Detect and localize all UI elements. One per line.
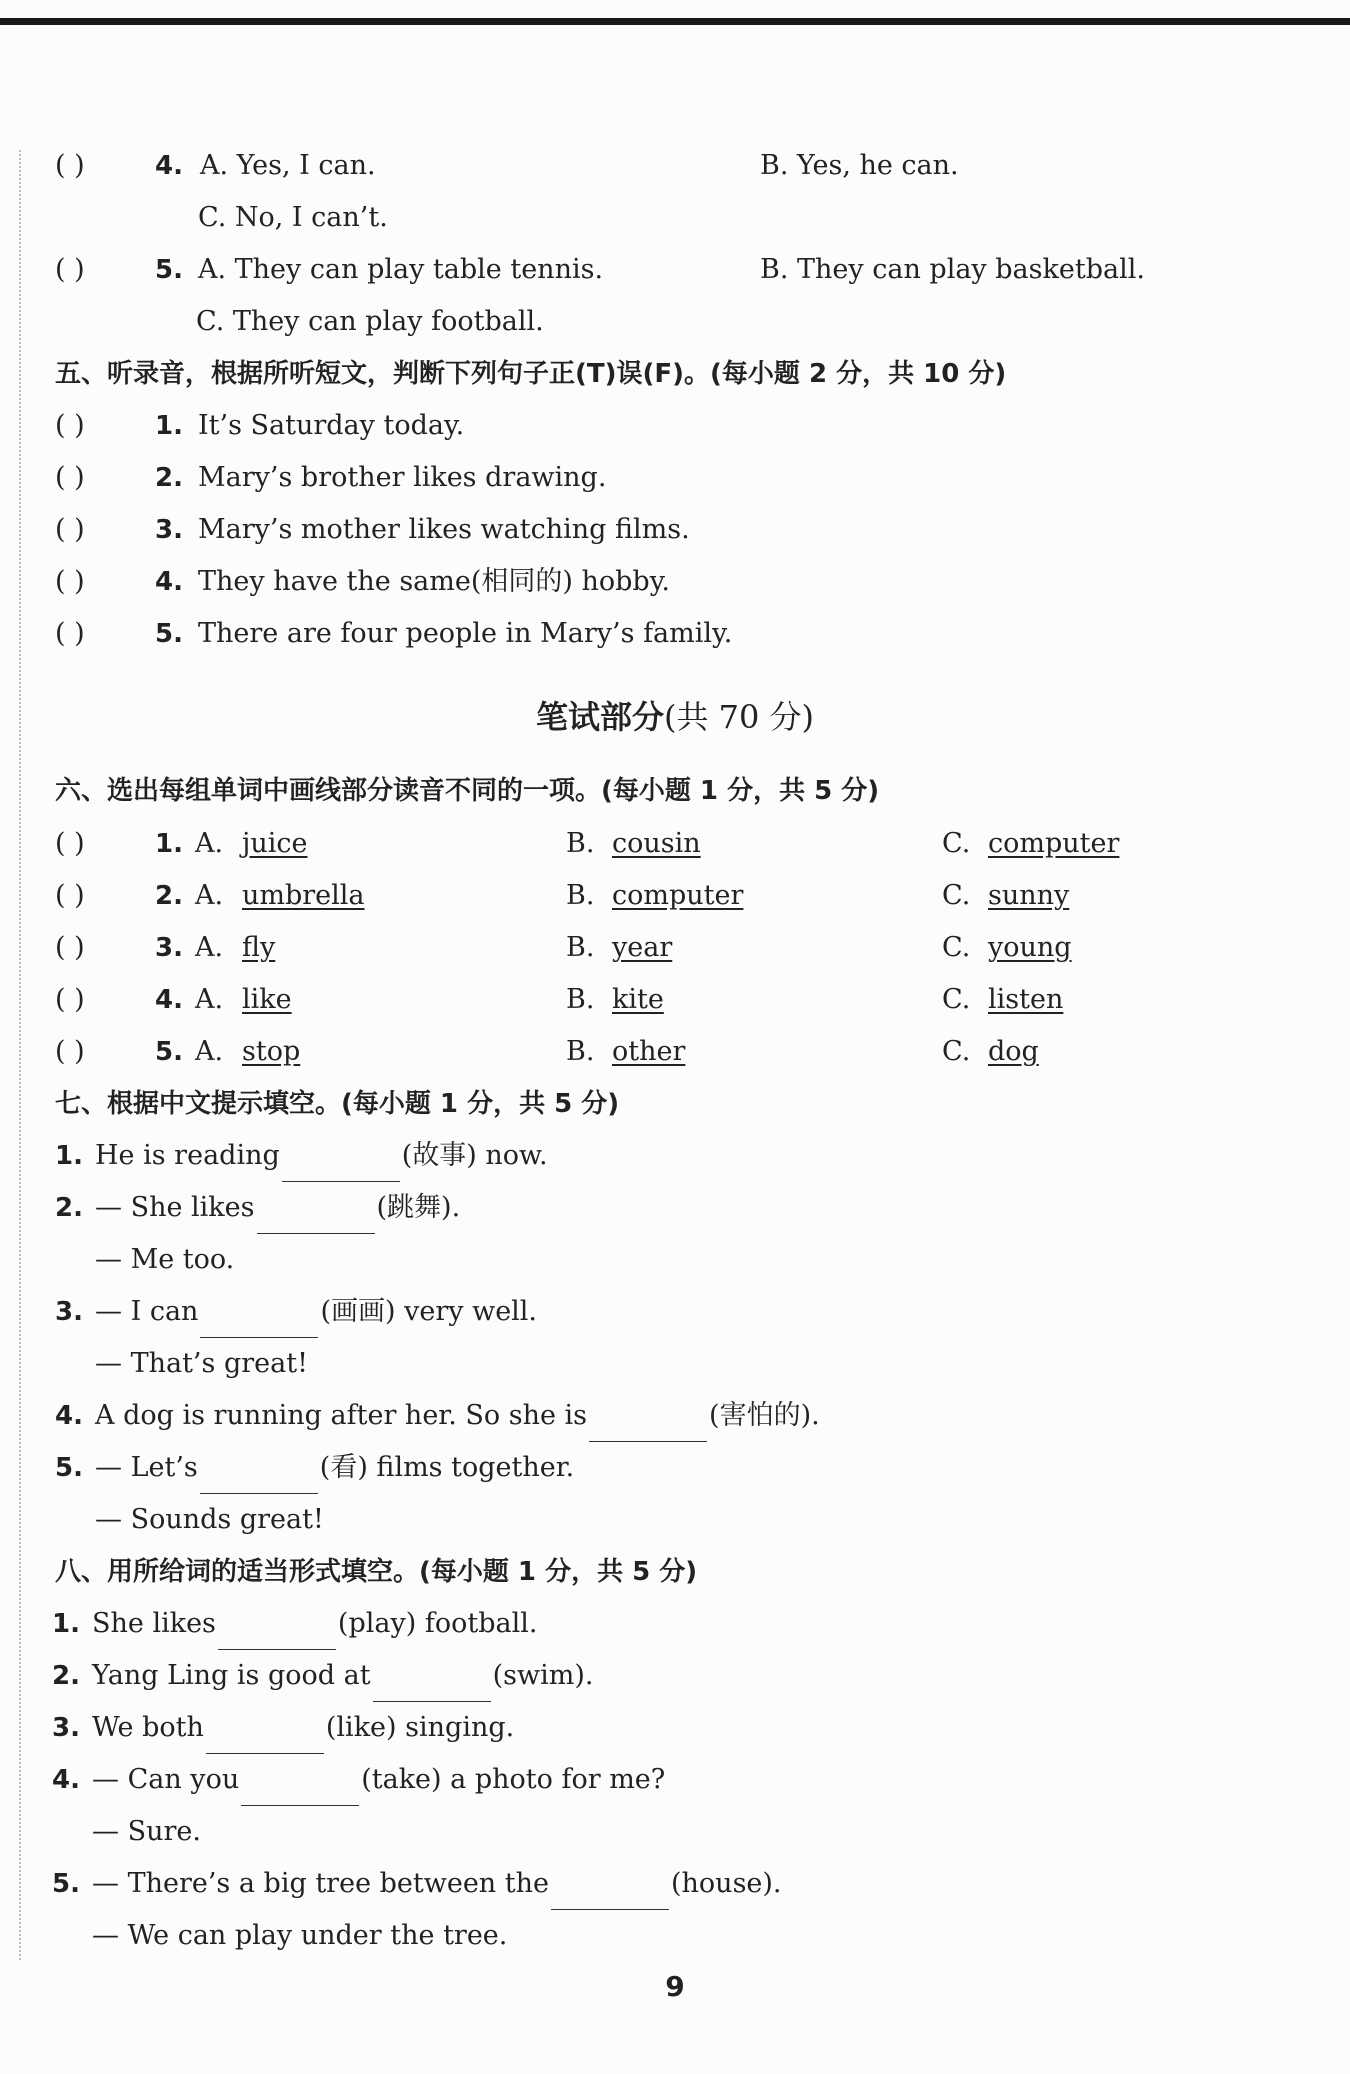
page-number: 9	[665, 1970, 685, 2003]
question-row	[0, 1754, 1350, 1806]
answer-paren[interactable]: ( )	[55, 618, 85, 649]
answer-paren[interactable]: ( )	[55, 410, 85, 441]
option-word-c: young	[988, 932, 1072, 963]
answer-paren[interactable]: ( )	[55, 462, 85, 493]
question-row	[0, 1390, 1350, 1442]
question-row	[0, 870, 1350, 922]
question-stem	[92, 1598, 537, 1650]
stem-before: — Let’s	[95, 1452, 198, 1483]
option-word-b: year	[612, 932, 673, 963]
question-number: 5.	[155, 1037, 183, 1067]
question-row	[0, 556, 1350, 608]
dialogue-reply: — Sounds great!	[95, 1504, 324, 1535]
option-label-c: C.	[942, 828, 971, 859]
answer-paren[interactable]: ( )	[55, 984, 85, 1015]
question-number: 4.	[155, 151, 183, 181]
option-word-a: stop	[242, 1036, 301, 1067]
question-number: 3.	[52, 1713, 80, 1743]
stem-after: (house).	[671, 1868, 782, 1899]
option-b: B. They can play basketball.	[760, 254, 1145, 285]
option-word-c: dog	[988, 1036, 1039, 1067]
question-number: 4.	[52, 1765, 80, 1795]
answer-paren[interactable]: ( )	[55, 514, 85, 545]
question-stem	[92, 1702, 514, 1754]
option-a: A. Yes, I can.	[200, 150, 376, 181]
statement-text: There are four people in Mary’s family.	[198, 618, 733, 649]
question-stem	[92, 1858, 782, 1910]
option-word-a: umbrella	[242, 880, 365, 911]
option-word-a: fly	[242, 932, 276, 963]
stem-before: — There’s a big tree between the	[92, 1868, 549, 1899]
stem-after: (跳舞).	[376, 1192, 461, 1223]
option-label-c: C.	[942, 932, 971, 963]
question-stem	[95, 1442, 574, 1494]
question-number: 2.	[52, 1661, 80, 1691]
question-row	[0, 1026, 1350, 1078]
option-word-b: kite	[612, 984, 664, 1015]
question-number: 3.	[155, 515, 183, 545]
fill-blank[interactable]	[200, 1463, 318, 1494]
stem-after: (like) singing.	[325, 1712, 515, 1743]
question-row	[0, 818, 1350, 870]
option-label-a: A.	[195, 880, 224, 911]
question-number: 2.	[55, 1193, 83, 1223]
section-title: 六、选出每组单词中画线部分读音不同的一项。(每小题 1 分，共 5 分)	[55, 776, 880, 806]
section-title: 五、听录音，根据所听短文，判断下列句子正(T)误(F)。(每小题 2 分，共 10 分)	[55, 359, 1007, 389]
statement-text: Mary’s mother likes watching films.	[198, 514, 690, 545]
statement-text: They have the same(相同的) hobby.	[198, 566, 670, 597]
question-stem	[95, 1182, 460, 1234]
question-row	[0, 244, 1350, 296]
question-row	[0, 1806, 1350, 1858]
option-b: B. Yes, he can.	[760, 150, 959, 181]
fill-blank[interactable]	[282, 1151, 400, 1182]
answer-paren[interactable]: ( )	[55, 1036, 85, 1067]
option-word-a: like	[242, 984, 292, 1015]
stem-after: (害怕的).	[709, 1400, 820, 1431]
question-number: 1.	[155, 411, 183, 441]
option-label-a: A.	[195, 1036, 224, 1067]
question-stem	[95, 1130, 548, 1182]
question-stem	[92, 1650, 593, 1702]
question-row	[0, 1234, 1350, 1286]
stem-before: She likes	[92, 1608, 216, 1639]
stem-after: (swim).	[492, 1660, 594, 1691]
option-word-b: other	[612, 1036, 686, 1067]
answer-paren[interactable]: ( )	[55, 828, 85, 859]
stem-before: A dog is running after her. So she is	[95, 1400, 588, 1431]
dialogue-reply: — Me too.	[95, 1244, 235, 1275]
stem-after: (play) football.	[337, 1608, 538, 1639]
stem-before: — She likes	[95, 1192, 255, 1223]
stem-before: Yang Ling is good at	[92, 1660, 371, 1691]
question-row	[0, 1442, 1350, 1494]
question-row	[0, 1702, 1350, 1754]
question-number: 1.	[55, 1141, 83, 1171]
dialogue-reply: — We can play under the tree.	[92, 1920, 508, 1951]
option-word-c: listen	[988, 984, 1064, 1015]
option-c: C. They can play football.	[196, 306, 544, 337]
fill-blank[interactable]	[218, 1619, 336, 1650]
answer-paren[interactable]: ( )	[55, 932, 85, 963]
option-word-b: computer	[612, 880, 744, 911]
question-row	[0, 1130, 1350, 1182]
question-number: 3.	[55, 1297, 83, 1327]
dialogue-reply: — Sure.	[92, 1816, 201, 1847]
stem-before: — I can	[95, 1296, 199, 1327]
option-label-b: B.	[566, 984, 595, 1015]
question-stem	[95, 1286, 537, 1338]
part-title-score: (共 70 分)	[663, 698, 815, 736]
option-word-c: sunny	[988, 880, 1070, 911]
question-number: 5.	[55, 1453, 83, 1483]
question-row	[0, 504, 1350, 556]
question-row	[0, 452, 1350, 504]
question-number: 4.	[55, 1401, 83, 1431]
question-number: 1.	[155, 829, 183, 859]
answer-paren[interactable]: ( )	[55, 566, 85, 597]
question-row	[0, 1598, 1350, 1650]
question-number: 2.	[155, 881, 183, 911]
option-label-b: B.	[566, 880, 595, 911]
option-label-a: A.	[195, 984, 224, 1015]
question-row	[0, 922, 1350, 974]
option-label-c: C.	[942, 984, 971, 1015]
option-label-c: C.	[942, 880, 971, 911]
question-number: 3.	[155, 933, 183, 963]
top-rule	[0, 18, 1350, 25]
fill-blank[interactable]	[373, 1671, 491, 1702]
fill-blank[interactable]	[206, 1723, 324, 1754]
question-number: 5.	[52, 1869, 80, 1899]
option-word-b: cousin	[612, 828, 701, 859]
question-row	[0, 1650, 1350, 1702]
question-row	[0, 608, 1350, 660]
fill-blank[interactable]	[241, 1775, 359, 1806]
question-number: 4.	[155, 567, 183, 597]
question-row	[0, 400, 1350, 452]
stem-after: (故事) now.	[401, 1140, 548, 1171]
question-row	[0, 974, 1350, 1026]
part-title-main: 笔试部分	[535, 698, 664, 736]
option-a: A. They can play table tennis.	[198, 254, 604, 285]
dialogue-reply: — That’s great!	[95, 1348, 308, 1379]
answer-paren[interactable]: ( )	[55, 150, 85, 181]
question-row	[0, 1910, 1350, 1962]
fill-blank[interactable]	[257, 1203, 375, 1234]
option-label-b: B.	[566, 1036, 595, 1067]
part-title	[0, 692, 1350, 738]
question-number: 5.	[155, 619, 183, 649]
question-row	[0, 296, 1350, 348]
question-row	[0, 1858, 1350, 1910]
stem-after: (take) a photo for me?	[361, 1764, 666, 1795]
stem-before: — Can you	[92, 1764, 240, 1795]
option-word-c: computer	[988, 828, 1120, 859]
statement-text: Mary’s brother likes drawing.	[198, 462, 607, 493]
answer-paren[interactable]: ( )	[55, 254, 85, 285]
question-row	[0, 1494, 1350, 1546]
fill-blank[interactable]	[589, 1411, 707, 1442]
option-label-b: B.	[566, 828, 595, 859]
fill-blank[interactable]	[551, 1879, 669, 1910]
option-c: C. No, I can’t.	[198, 202, 388, 233]
section-title: 八、用所给词的适当形式填空。(每小题 1 分，共 5 分)	[55, 1557, 698, 1587]
question-stem	[95, 1390, 820, 1442]
question-row	[0, 140, 1350, 192]
question-row	[0, 192, 1350, 244]
question-number: 4.	[155, 985, 183, 1015]
stem-before: He is reading	[95, 1140, 280, 1171]
option-label-a: A.	[195, 932, 224, 963]
fill-blank[interactable]	[200, 1307, 318, 1338]
option-label-c: C.	[942, 1036, 971, 1067]
option-word-a: juice	[242, 828, 308, 859]
question-number: 2.	[155, 463, 183, 493]
answer-paren[interactable]: ( )	[55, 880, 85, 911]
stem-before: We both	[92, 1712, 204, 1743]
option-label-b: B.	[566, 932, 595, 963]
question-row	[0, 1182, 1350, 1234]
question-row	[0, 1286, 1350, 1338]
stem-after: (画画) very well.	[320, 1296, 538, 1327]
question-row	[0, 1338, 1350, 1390]
question-number: 5.	[155, 255, 183, 285]
question-stem	[92, 1754, 665, 1806]
question-number: 1.	[52, 1609, 80, 1639]
section-title: 七、根据中文提示填空。(每小题 1 分，共 5 分)	[55, 1089, 620, 1119]
statement-text: It’s Saturday today.	[198, 410, 465, 441]
option-label-a: A.	[195, 828, 224, 859]
stem-after: (看) films together.	[319, 1452, 575, 1483]
